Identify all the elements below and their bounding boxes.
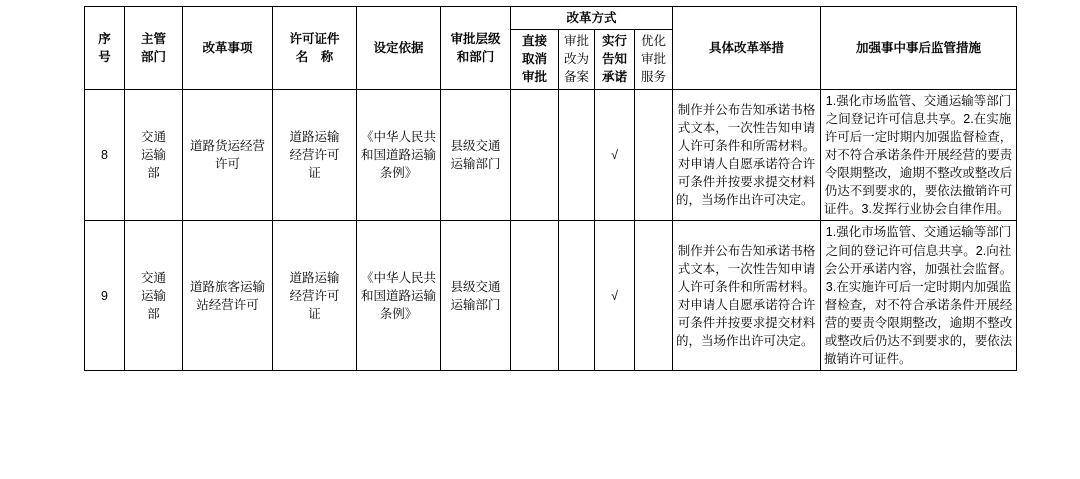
table-row (85, 221, 1017, 371)
cell-license-name-line1: 道路运输 (289, 270, 340, 285)
cell-license-name-line2: 经营许可 (289, 288, 340, 303)
cell-concrete-measures: 制作并公布告知承诺书格式文本，一次性告知申请人许可条件和所需材料。对申请人自愿承诺符合许可条件并按要求提交材料的，当场作出许可决定。 (673, 89, 821, 221)
cell-license-name-line3: 证 (308, 306, 321, 321)
header-approval-level-line2: 和部门 (456, 49, 495, 64)
cell-license-name (273, 221, 357, 371)
header-concrete-measures: 具体改革举措 (673, 7, 821, 90)
reform-measures-table (84, 6, 1017, 371)
header-seq-line2: 号 (98, 49, 111, 64)
header-license-name-line1: 许可证件 (289, 31, 340, 46)
header-change-to-record-line3: 备案 (563, 70, 589, 85)
cell-change-to-record (559, 89, 595, 221)
cell-approval-level (441, 221, 511, 371)
header-optimize-service-line2: 审批 (641, 52, 667, 67)
header-optimize-service-line1: 优化 (641, 34, 667, 49)
cell-seq: 8 (85, 89, 125, 221)
cell-legal-basis: 《中华人民共和国道路运输条例》 (357, 89, 441, 221)
cell-department-line1: 交通 (140, 129, 166, 144)
cell-concrete-measures: 制作并公布告知承诺书格式文本，一次性告知申请人许可条件和所需材料。对申请人自愿承诺符合许可条件并按要求提交材料的，当场作出许可决定。 (673, 221, 821, 371)
cell-license-name-line2: 经营许可 (289, 147, 340, 162)
cell-approval-level-line2: 运输部门 (450, 156, 501, 171)
header-approval-level (441, 7, 511, 90)
table-header (85, 7, 1017, 90)
header-direct-cancel-line1: 直接 (521, 34, 547, 49)
table-body (85, 89, 1017, 371)
header-optimize-service-line3: 服务 (641, 70, 667, 85)
header-license-name (273, 7, 357, 90)
cell-reform-item: 道路货运经营许可 (183, 89, 273, 221)
cell-department-line2: 运输 (140, 147, 166, 162)
header-department-line2: 部门 (140, 49, 166, 64)
cell-license-name-line3: 证 (308, 166, 321, 180)
header-reform-item: 改革事项 (183, 7, 273, 90)
cell-direct-cancel (511, 221, 559, 371)
header-notify-commitment-line3: 承诺 (601, 70, 627, 85)
cell-optimize-service (635, 221, 673, 371)
cell-license-name (273, 89, 357, 221)
cell-legal-basis: 《中华人民共和国道路运输条例》 (357, 221, 441, 371)
cell-approval-level-line1: 县级交通 (450, 138, 501, 153)
table-row (85, 89, 1017, 221)
header-notify-commitment-line2: 告知 (601, 52, 627, 67)
header-license-name-line2: 名 称 (295, 49, 334, 64)
header-department (125, 7, 183, 90)
header-change-to-record-line1: 审批 (563, 34, 589, 49)
cell-supervision-measures: 1.强化市场监管、交通运输等部门之间登记许可信息共享。2.在实施许可后一定时期内加强监督检查，对不符合承诺条件开展经营的要责令限期整改，逾期不整改或整改后仍达不到要求的，要依法撤销许可证件。3.发挥行业协会自律作用。 (821, 89, 1017, 221)
cell-approval-level-line2: 运输部门 (450, 297, 501, 312)
cell-reform-item: 道路旅客运输站经营许可 (183, 221, 273, 371)
cell-change-to-record (559, 221, 595, 371)
header-notify-commitment-line1: 实行 (601, 34, 627, 49)
header-row-group (85, 7, 1017, 30)
cell-department-line2: 运输 (140, 288, 166, 303)
header-supervision-measures: 加强事中事后监管措施 (821, 7, 1017, 90)
cell-optimize-service (635, 89, 673, 221)
cell-department-line1: 交通 (140, 270, 166, 285)
header-change-to-record (559, 30, 595, 89)
header-seq-line1: 序 (98, 31, 111, 46)
header-legal-basis: 设定依据 (357, 7, 441, 90)
cell-approval-level-line1: 县级交通 (450, 279, 501, 294)
header-reform-method-group: 改革方式 (511, 7, 673, 30)
cell-notify-commitment: √ (595, 89, 635, 221)
header-approval-level-line1: 审批层级 (450, 31, 501, 46)
cell-supervision-measures: 1.强化市场监管、交通运输等部门之间的登记许可信息共享。2.向社会公开承诺内容，加强社会监督。3.在实施许可后一定时期内加强监督检查，对不符合承诺条件开展经营的要责令限期整改，逾期不整改或整改后仍达不到要求的，要依法撤销许可证件。 (821, 221, 1017, 371)
cell-license-name-line1: 道路运输 (289, 129, 340, 144)
header-direct-cancel (511, 30, 559, 89)
header-optimize-service (635, 30, 673, 89)
cell-direct-cancel (511, 89, 559, 221)
header-change-to-record-line2: 改为 (563, 52, 589, 67)
cell-notify-commitment: √ (595, 221, 635, 371)
cell-department-line3: 部 (147, 306, 160, 321)
header-notify-commitment (595, 30, 635, 89)
cell-seq: 9 (85, 221, 125, 371)
cell-approval-level (441, 89, 511, 221)
cell-department-line3: 部 (147, 166, 160, 180)
header-direct-cancel-line3: 审批 (521, 70, 547, 85)
cell-department (125, 221, 183, 371)
header-direct-cancel-line2: 取消 (521, 52, 547, 67)
header-department-line1: 主管 (140, 31, 166, 46)
cell-department (125, 89, 183, 221)
header-seq (85, 7, 125, 90)
